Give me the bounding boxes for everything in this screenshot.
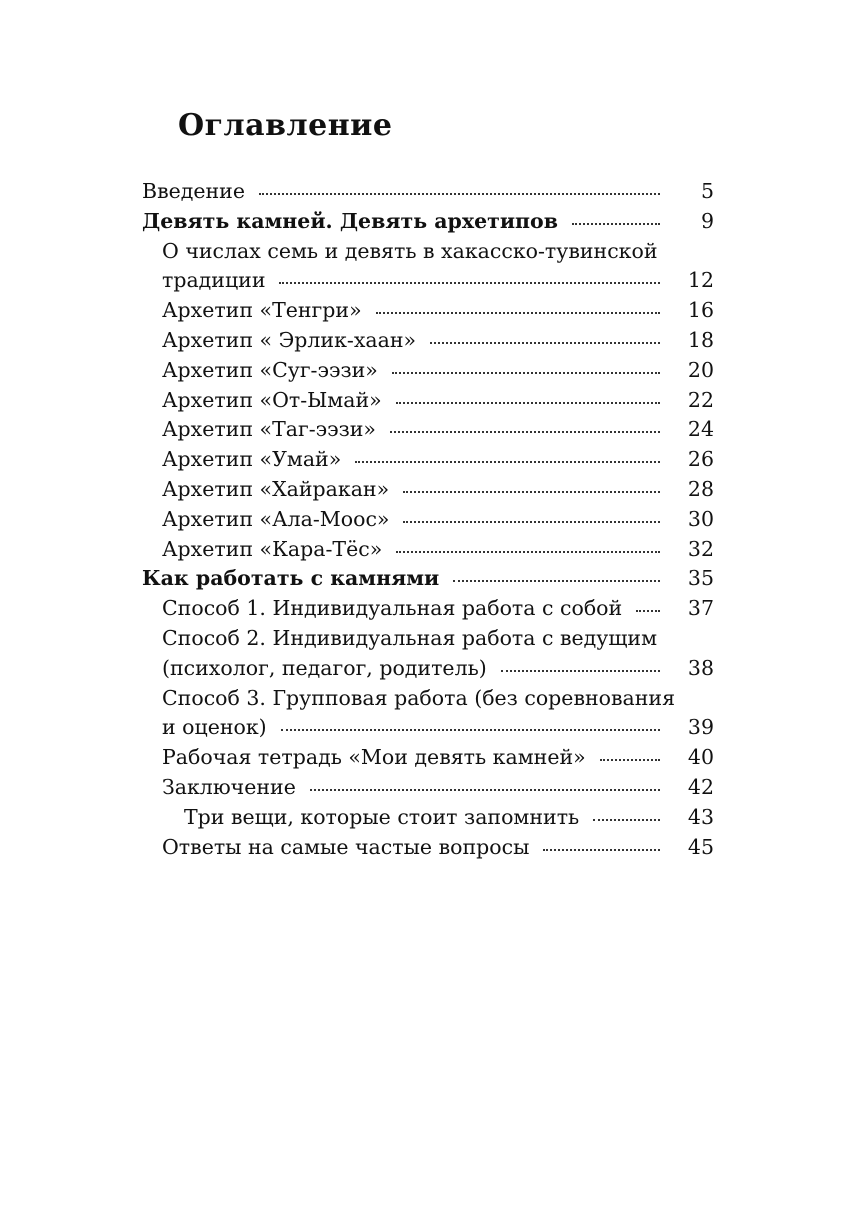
leader-dots	[636, 610, 660, 612]
toc-page-number: 39	[687, 715, 714, 740]
toc-entry-numbers-seven-nine[interactable]	[142, 266, 714, 296]
toc-page-number: 24	[687, 417, 714, 442]
leader-dots	[259, 193, 660, 195]
toc-entry-khairakan[interactable]	[142, 475, 714, 505]
toc-page-number: 12	[687, 268, 714, 293]
page-title: Оглавление	[178, 108, 393, 143]
toc-entry-label: Ответы на самые частые вопросы	[162, 834, 530, 859]
toc-entry-label-line1[interactable]: Способ 2. Индивидуальная работа с ведущим	[162, 625, 658, 650]
toc-entry-three-things[interactable]	[142, 803, 714, 833]
toc-entry-faq[interactable]	[142, 833, 714, 863]
toc-entry-label: Три вещи, которые стоит запомнить	[184, 804, 580, 829]
leader-dots	[390, 431, 660, 433]
toc-entry-label: Архетип «Суг-ээзи»	[162, 357, 378, 382]
leader-dots	[310, 789, 660, 791]
toc-entry-label: и оценок)	[162, 715, 267, 740]
leader-dots	[543, 849, 660, 851]
toc-page-number: 26	[687, 447, 714, 472]
leader-dots	[593, 819, 660, 821]
toc-entry-conclusion[interactable]	[142, 773, 714, 803]
table-of-contents	[142, 177, 714, 862]
leader-dots	[453, 580, 660, 582]
toc-entry-introduction[interactable]	[142, 177, 714, 207]
toc-section-nine-stones[interactable]	[142, 207, 714, 237]
toc-entry-tengri[interactable]	[142, 296, 714, 326]
toc-page-number: 38	[687, 655, 714, 680]
toc-page-number: 5	[700, 179, 714, 203]
toc-page-number: 40	[687, 745, 714, 770]
toc-entry-workbook[interactable]	[142, 743, 714, 773]
leader-dots	[403, 521, 660, 523]
toc-page-number: 20	[687, 357, 714, 382]
toc-page-number: 32	[687, 536, 714, 561]
leader-dots	[600, 759, 660, 761]
toc-entry-kara-tes[interactable]	[142, 535, 714, 565]
toc-entry-umai[interactable]	[142, 445, 714, 475]
leader-dots	[355, 461, 660, 463]
leader-dots	[572, 223, 660, 225]
toc-entry-label: Архетип «Хайракан»	[162, 476, 390, 501]
toc-entry-label: Как работать с камнями	[142, 566, 440, 591]
toc-entry-method-1[interactable]	[142, 594, 714, 624]
leader-dots	[376, 312, 660, 314]
toc-entry-label-line1[interactable]: Способ 3. Групповая работа (без соревнования	[162, 685, 676, 710]
toc-entry-label: Способ 1. Индивидуальная работа с собой	[162, 596, 623, 621]
toc-page-number: 37	[687, 596, 714, 621]
toc-entry-method-2[interactable]	[142, 654, 714, 684]
toc-entry-label-line1[interactable]: О числах семь и девять в хакасско-тувинской	[162, 238, 658, 263]
leader-dots	[281, 729, 660, 731]
toc-entry-method-3[interactable]	[142, 713, 714, 743]
toc-entry-label: Введение	[142, 179, 245, 203]
toc-entry-label: (психолог, педагог, родитель)	[162, 655, 487, 680]
toc-entry-label: Архетип «Умай»	[162, 447, 342, 472]
toc-page-number: 42	[687, 774, 714, 799]
toc-page-number: 43	[687, 804, 714, 829]
toc-section-how-to-work[interactable]	[142, 564, 714, 594]
toc-page-number: 28	[687, 476, 714, 501]
toc-page-number: 45	[687, 834, 714, 859]
toc-page-number: 35	[687, 566, 714, 591]
toc-entry-label: Архетип « Эрлик-хаан»	[162, 327, 417, 352]
toc-entry-label: Архетип «От-Ымай»	[162, 387, 382, 412]
toc-page-number: 22	[687, 387, 714, 412]
toc-entry-label: Архетип «Таг-ээзи»	[162, 417, 376, 442]
toc-entry-label: Рабочая тетрадь «Мои девять камней»	[162, 745, 586, 770]
toc-page-number: 30	[687, 506, 714, 531]
toc-entry-label: Заключение	[162, 774, 296, 799]
leader-dots	[396, 551, 660, 553]
leader-dots	[403, 491, 660, 493]
toc-entry-label: Архетип «Кара-Тёс»	[162, 536, 383, 561]
toc-entry-label: Архетип «Тенгри»	[162, 298, 362, 323]
toc-entry-sug-eezi[interactable]	[142, 356, 714, 386]
toc-page-number: 18	[687, 327, 714, 352]
leader-dots	[430, 342, 660, 344]
toc-entry-label: Девять камней. Девять архетипов	[142, 208, 558, 233]
toc-entry-ot-ymai[interactable]	[142, 386, 714, 416]
toc-entry-erlik-khaan[interactable]	[142, 326, 714, 356]
leader-dots	[396, 402, 660, 404]
leader-dots	[279, 282, 660, 284]
leader-dots	[501, 670, 660, 672]
toc-entry-label: Архетип «Ала-Моос»	[162, 506, 390, 531]
toc-entry-label: традиции	[162, 268, 266, 293]
leader-dots	[392, 372, 660, 374]
toc-page-number: 9	[700, 208, 714, 233]
toc-entry-tag-eezi[interactable]	[142, 415, 714, 445]
toc-entry-ala-moos[interactable]	[142, 505, 714, 535]
toc-page-number: 16	[687, 298, 714, 323]
